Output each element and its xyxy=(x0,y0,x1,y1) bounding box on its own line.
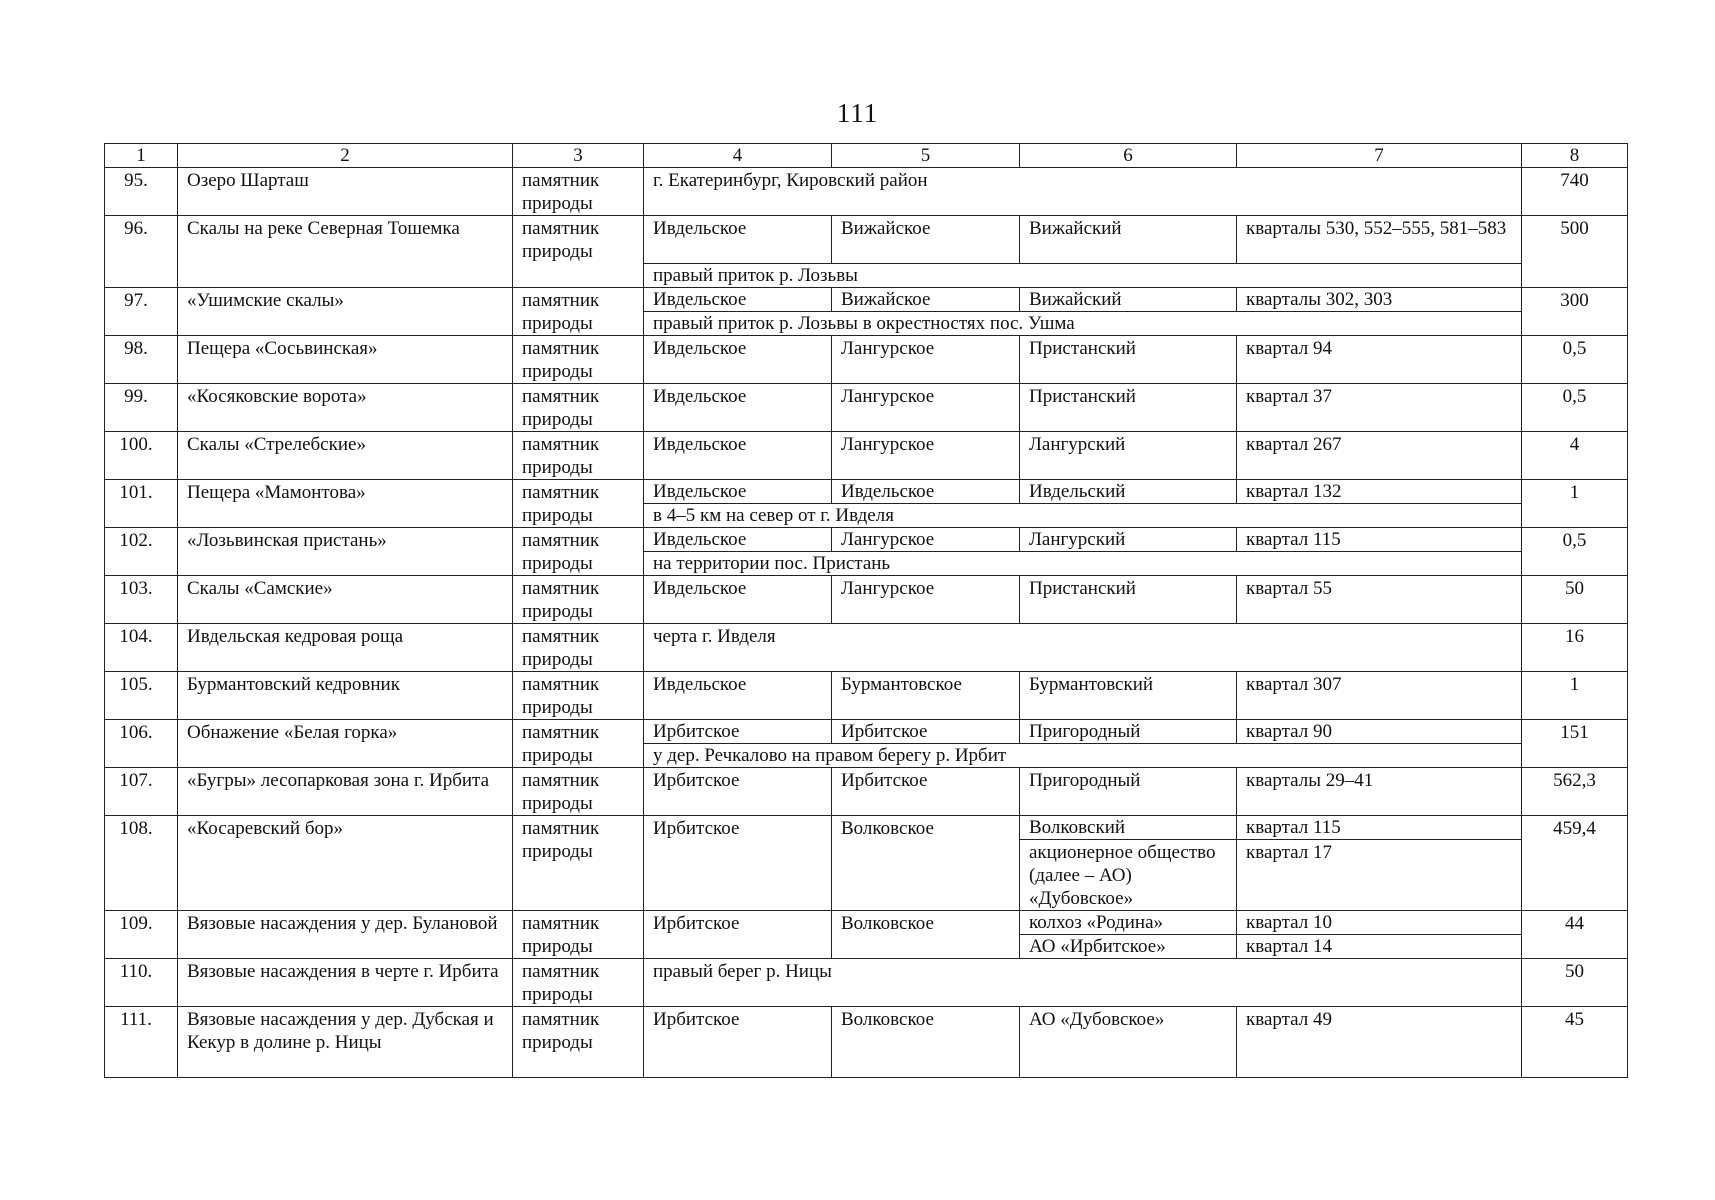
column-number-2: 2 xyxy=(178,144,513,168)
site-category: памятник природы xyxy=(513,288,644,336)
row-number: 109. xyxy=(105,911,178,959)
table-row xyxy=(105,384,1628,432)
site-area: 300 xyxy=(1522,288,1628,336)
tract: Вижайский xyxy=(1020,288,1237,312)
row-number: 101. xyxy=(105,480,178,528)
site-area: 740 xyxy=(1522,168,1628,216)
quarters: кварталы 302, 303 xyxy=(1237,288,1522,312)
column-number-7: 7 xyxy=(1237,144,1522,168)
site-area: 0,5 xyxy=(1522,528,1628,576)
forestry: Ирбитское xyxy=(644,1007,832,1078)
forestry: Ирбитское xyxy=(644,816,832,911)
table-row xyxy=(105,576,1628,624)
forestry: Ивдельское xyxy=(644,216,832,264)
site-category: памятник природы xyxy=(513,720,644,768)
site-area: 459,4 xyxy=(1522,816,1628,911)
tract: Пристанский xyxy=(1020,384,1237,432)
site-category: памятник природы xyxy=(513,816,644,911)
row-number: 95. xyxy=(105,168,178,216)
district-forestry: Вижайское xyxy=(832,216,1020,264)
table-row xyxy=(105,1007,1628,1078)
site-area: 45 xyxy=(1522,1007,1628,1078)
site-category: памятник природы xyxy=(513,1007,644,1078)
forestry: Ивдельское xyxy=(644,384,832,432)
site-name: «Косяковские ворота» xyxy=(178,384,513,432)
site-category: памятник природы xyxy=(513,576,644,624)
site-name: Обнажение «Белая горка» xyxy=(178,720,513,768)
row-number: 98. xyxy=(105,336,178,384)
site-category: памятник природы xyxy=(513,432,644,480)
site-area: 151 xyxy=(1522,720,1628,768)
tract: Лангурский xyxy=(1020,432,1237,480)
tract: колхоз «Родина» xyxy=(1020,911,1237,935)
quarters: квартал 55 xyxy=(1237,576,1522,624)
site-area: 500 xyxy=(1522,216,1628,288)
site-category: памятник природы xyxy=(513,768,644,816)
forestry: Ирбитское xyxy=(644,720,832,744)
site-category: памятник природы xyxy=(513,216,644,288)
row-number: 110. xyxy=(105,959,178,1007)
site-name: Пещера «Мамонтова» xyxy=(178,480,513,528)
protected-areas-table xyxy=(104,143,1628,1078)
site-area: 562,3 xyxy=(1522,768,1628,816)
tract: акционерное общество (далее – АО) «Дубовское» xyxy=(1020,840,1237,911)
tract: Бурмантовский xyxy=(1020,672,1237,720)
row-number: 106. xyxy=(105,720,178,768)
forestry: Ирбитское xyxy=(644,911,832,959)
forestry: Ивдельское xyxy=(644,528,832,552)
site-category: памятник природы xyxy=(513,168,644,216)
site-category: памятник природы xyxy=(513,672,644,720)
row-number: 99. xyxy=(105,384,178,432)
quarters: квартал 267 xyxy=(1237,432,1522,480)
table-row xyxy=(105,911,1628,935)
site-name: Пещера «Сосьвинская» xyxy=(178,336,513,384)
site-area: 0,5 xyxy=(1522,384,1628,432)
site-name: Скалы «Самские» xyxy=(178,576,513,624)
site-name: «Лозьвинская пристань» xyxy=(178,528,513,576)
forestry: Ивдельское xyxy=(644,480,832,504)
quarters: квартал 94 xyxy=(1237,336,1522,384)
tract: Вижайский xyxy=(1020,216,1237,264)
table-row xyxy=(105,624,1628,672)
table-row xyxy=(105,768,1628,816)
column-number-5: 5 xyxy=(832,144,1020,168)
site-name: Вязовые насаждения у дер. Булановой xyxy=(178,911,513,959)
quarters: квартал 14 xyxy=(1237,935,1522,959)
site-note: в 4–5 км на север от г. Ивделя xyxy=(644,504,1522,528)
forestry: Ирбитское xyxy=(644,768,832,816)
site-category: памятник природы xyxy=(513,528,644,576)
row-number: 103. xyxy=(105,576,178,624)
site-name: Вязовые насаждения в черте г. Ирбита xyxy=(178,959,513,1007)
district-forestry: Бурмантовское xyxy=(832,672,1020,720)
column-number-8: 8 xyxy=(1522,144,1628,168)
table-row xyxy=(105,432,1628,480)
forestry: Ивдельское xyxy=(644,288,832,312)
table-row xyxy=(105,480,1628,504)
quarters: квартал 307 xyxy=(1237,672,1522,720)
tract: Пристанский xyxy=(1020,336,1237,384)
quarters: квартал 37 xyxy=(1237,384,1522,432)
row-number: 107. xyxy=(105,768,178,816)
quarters: кварталы 530, 552–555, 581–583 xyxy=(1237,216,1522,264)
site-area: 0,5 xyxy=(1522,336,1628,384)
site-name: «Ушимские скалы» xyxy=(178,288,513,336)
forestry: Ивдельское xyxy=(644,672,832,720)
table-row xyxy=(105,672,1628,720)
site-note: на территории пос. Пристань xyxy=(644,552,1522,576)
site-note: правый приток р. Лозьвы xyxy=(644,264,1522,288)
column-number-row xyxy=(105,144,1628,168)
site-category: памятник природы xyxy=(513,336,644,384)
site-area: 16 xyxy=(1522,624,1628,672)
table-row xyxy=(105,816,1628,840)
site-location: черта г. Ивделя xyxy=(644,624,1522,672)
district-forestry: Лангурское xyxy=(832,336,1020,384)
quarters: квартал 115 xyxy=(1237,528,1522,552)
site-area: 1 xyxy=(1522,480,1628,528)
row-number: 97. xyxy=(105,288,178,336)
site-area: 1 xyxy=(1522,672,1628,720)
district-forestry: Лангурское xyxy=(832,528,1020,552)
site-name: «Бугры» лесопарковая зона г. Ирбита xyxy=(178,768,513,816)
forestry: Ивдельское xyxy=(644,576,832,624)
table-row xyxy=(105,168,1628,216)
district-forestry: Ирбитское xyxy=(832,720,1020,744)
tract: Лангурский xyxy=(1020,528,1237,552)
site-category: памятник природы xyxy=(513,384,644,432)
site-location: правый берег р. Ницы xyxy=(644,959,1522,1007)
column-number-3: 3 xyxy=(513,144,644,168)
site-area: 44 xyxy=(1522,911,1628,959)
site-name: Ивдельская кедровая роща xyxy=(178,624,513,672)
table-row xyxy=(105,336,1628,384)
forestry: Ивдельское xyxy=(644,432,832,480)
row-number: 96. xyxy=(105,216,178,288)
district-forestry: Волковское xyxy=(832,816,1020,911)
site-location: г. Екатеринбург, Кировский район xyxy=(644,168,1522,216)
quarters: квартал 132 xyxy=(1237,480,1522,504)
tract: Ивдельский xyxy=(1020,480,1237,504)
site-name: Озеро Шарташ xyxy=(178,168,513,216)
site-name: Скалы «Стрелебские» xyxy=(178,432,513,480)
row-number: 102. xyxy=(105,528,178,576)
site-area: 50 xyxy=(1522,959,1628,1007)
site-name: Вязовые насаждения у дер. Дубская и Кекур в долине р. Ницы xyxy=(178,1007,513,1078)
site-note: у дер. Речкалово на правом берегу р. Ирбит xyxy=(644,744,1522,768)
district-forestry: Лангурское xyxy=(832,384,1020,432)
site-name: «Косаревский бор» xyxy=(178,816,513,911)
district-forestry: Лангурское xyxy=(832,432,1020,480)
row-number: 105. xyxy=(105,672,178,720)
site-category: памятник природы xyxy=(513,911,644,959)
site-category: памятник природы xyxy=(513,624,644,672)
tract: Пристанский xyxy=(1020,576,1237,624)
tract: АО «Дубовское» xyxy=(1020,1007,1237,1078)
site-category: памятник природы xyxy=(513,480,644,528)
row-number: 111. xyxy=(105,1007,178,1078)
district-forestry: Волковское xyxy=(832,1007,1020,1078)
row-number: 104. xyxy=(105,624,178,672)
table-row xyxy=(105,720,1628,744)
district-forestry: Ивдельское xyxy=(832,480,1020,504)
district-forestry: Вижайское xyxy=(832,288,1020,312)
quarters: квартал 115 xyxy=(1237,816,1522,840)
tract: Волковский xyxy=(1020,816,1237,840)
table-row xyxy=(105,528,1628,552)
site-area: 50 xyxy=(1522,576,1628,624)
quarters: квартал 49 xyxy=(1237,1007,1522,1078)
column-number-6: 6 xyxy=(1020,144,1237,168)
tract: Пригородный xyxy=(1020,720,1237,744)
row-number: 100. xyxy=(105,432,178,480)
site-area: 4 xyxy=(1522,432,1628,480)
page-number: 111 xyxy=(836,98,879,128)
district-forestry: Ирбитское xyxy=(832,768,1020,816)
column-number-4: 4 xyxy=(644,144,832,168)
table-row xyxy=(105,959,1628,1007)
quarters: квартал 90 xyxy=(1237,720,1522,744)
site-category: памятник природы xyxy=(513,959,644,1007)
site-name: Бурмантовский кедровник xyxy=(178,672,513,720)
quarters: кварталы 29–41 xyxy=(1237,768,1522,816)
tract: АО «Ирбитское» xyxy=(1020,935,1237,959)
column-number-1: 1 xyxy=(105,144,178,168)
district-forestry: Волковское xyxy=(832,911,1020,959)
site-note: правый приток р. Лозьвы в окрестностях пос. Ушма xyxy=(644,312,1522,336)
quarters: квартал 10 xyxy=(1237,911,1522,935)
site-name: Скалы на реке Северная Тошемка xyxy=(178,216,513,288)
table-row xyxy=(105,288,1628,312)
table-row xyxy=(105,216,1628,264)
row-number: 108. xyxy=(105,816,178,911)
quarters: квартал 17 xyxy=(1237,840,1522,911)
tract: Пригородный xyxy=(1020,768,1237,816)
district-forestry: Лангурское xyxy=(832,576,1020,624)
forestry: Ивдельское xyxy=(644,336,832,384)
